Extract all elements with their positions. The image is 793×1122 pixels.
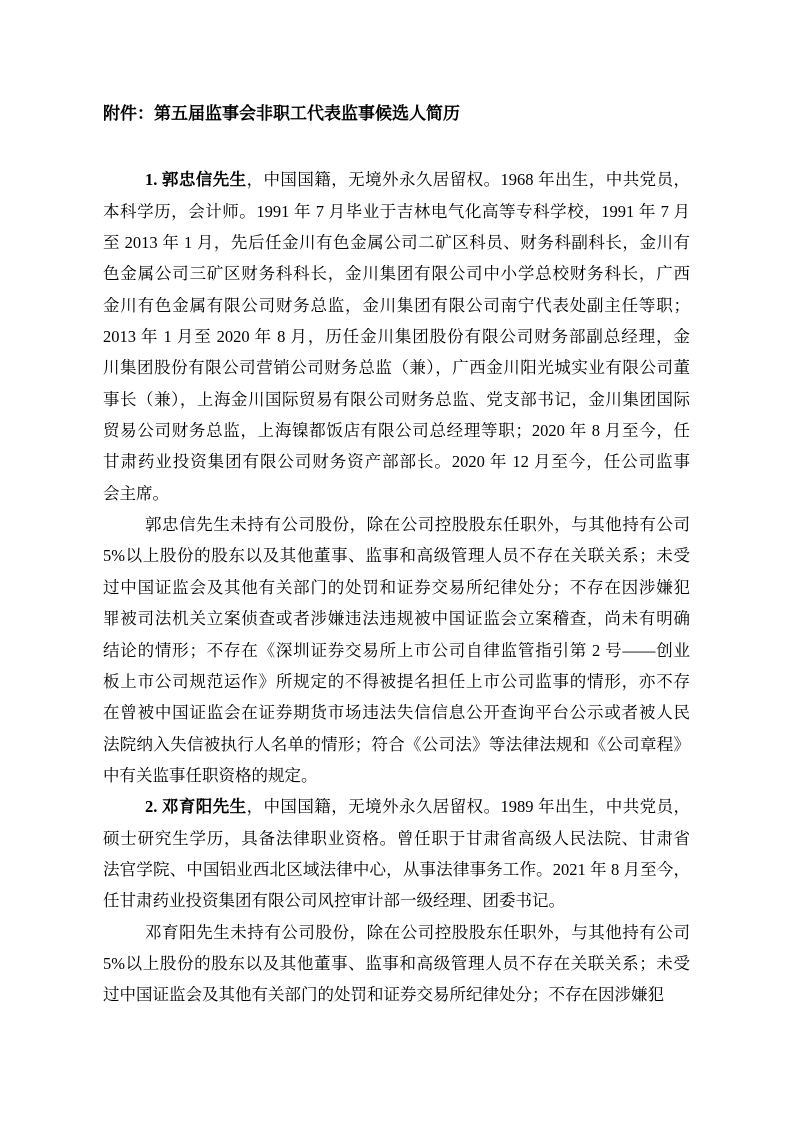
text-line-content: 郭忠信先生未持有公司股份，除在公司控股股东任职外，与其他持有公司 [145, 515, 690, 535]
text-line [103, 885, 690, 916]
person-name-lead: 2. 邓育阳先生 [145, 797, 247, 817]
text-line-content: ，中国国籍，无境外永久居留权。1968 年出生，中共党员， [246, 170, 690, 190]
text-line [103, 948, 690, 979]
text-line [103, 823, 690, 854]
text-line-content: 5%以上股份的股东以及其他董事、监事和高级管理人员不存在关联关系；未受 [103, 953, 690, 973]
text-line [103, 979, 690, 1010]
paragraph-deng-yuyang-compliance [103, 917, 690, 1011]
text-line [103, 854, 690, 885]
person-name-lead: 1. 郭忠信先生 [145, 170, 247, 190]
text-line [103, 384, 690, 415]
document-title: 附件：第五届监事会非职工代表监事候选人简历 [103, 104, 460, 123]
text-line [103, 164, 690, 195]
text-line [103, 290, 690, 321]
text-line [103, 196, 690, 227]
text-line [103, 603, 690, 634]
text-line [103, 227, 690, 258]
text-line [103, 572, 690, 603]
paragraph-guo-zhongxin-compliance [103, 509, 690, 791]
text-line-content: 邓育阳先生未持有公司股份，除在公司控股股东任职外，与其他持有公司 [145, 922, 690, 942]
text-line [103, 697, 690, 728]
text-line [103, 540, 690, 571]
text-line [103, 321, 690, 352]
text-line-content: 结论的情形；不存在《深圳证券交易所上市公司自律监管指引第 2 号——创业 [103, 640, 690, 660]
text-line-content: 5%以上股份的股东以及其他董事、监事和高级管理人员不存在关联关系；未受 [103, 546, 690, 566]
text-line [103, 729, 690, 760]
text-line-content: 色金属公司三矿区财务科科长，金川集团有限公司中小学总校财务科长，广西 [103, 264, 690, 284]
text-line-content: 法官学院、中国铝业西北区域法律中心，从事法律事务工作。2021 年 8 月至今， [103, 859, 690, 879]
text-line [103, 791, 690, 822]
text-line-content: 过中国证监会及其他有关部门的处罚和证券交易所纪律处分；不存在因涉嫌犯 [103, 985, 664, 1005]
text-line [103, 258, 690, 289]
text-line-content: 硕士研究生学历，具备法律职业资格。曾任职于甘肃省高级人民法院、甘肃省 [103, 828, 690, 848]
text-line-content: 甘肃药业投资集团有限公司财务资产部部长。2020 年 12 月至今，任公司监事 [103, 452, 690, 472]
text-line-content: 2013 年 1 月至 2020 年 8 月，历任金川集团股份有限公司财务部副总经理，金 [103, 327, 690, 347]
text-line-content: 罪被司法机关立案侦查或者涉嫌违法违规被中国证监会立案稽查，尚未有明确 [103, 609, 690, 629]
text-line [103, 415, 690, 446]
text-line [103, 446, 690, 477]
text-line-content: 事长（兼），上海金川国际贸易有限公司财务总监、党支部书记，金川集团国际 [103, 389, 690, 409]
text-line [103, 478, 690, 509]
text-line-content: 贸易公司财务总监，上海镍都饭店有限公司总经理等职；2020 年 8 月至今，任 [103, 421, 690, 441]
document-body [103, 164, 690, 1010]
text-line-content: 任甘肃药业投资集团有限公司风控审计部一级经理、团委书记。 [103, 891, 565, 911]
paragraph-guo-zhongxin-bio [103, 164, 690, 509]
text-line-content: 法院纳入失信被执行人名单的情形；符合《公司法》等法律法规和《公司章程》 [103, 734, 690, 754]
paragraph-deng-yuyang-bio [103, 791, 690, 916]
text-line [103, 917, 690, 948]
text-line-content: 过中国证监会及其他有关部门的处罚和证券交易所纪律处分；不存在因涉嫌犯 [103, 577, 690, 597]
text-line-content: 本科学历，会计师。1991 年 7 月毕业于吉林电气化高等专科学校，1991 年 7 月 [103, 201, 690, 221]
text-line-content: 板上市公司规范运作》所规定的不得被提名担任上市公司监事的情形，亦不存 [103, 671, 690, 691]
text-line [103, 635, 690, 666]
text-line-content: 金川有色金属有限公司财务总监，金川集团有限公司南宁代表处副主任等职； [103, 295, 690, 315]
text-line [103, 760, 690, 791]
text-line [103, 509, 690, 540]
text-line [103, 666, 690, 697]
text-line-content: 中有关监事任职资格的规定。 [103, 765, 318, 785]
text-line-content: ，中国国籍，无境外永久居留权。1989 年出生，中共党员， [246, 797, 690, 817]
text-line-content: 川集团股份有限公司营销公司财务总监（兼），广西金川阳光城实业有限公司董 [103, 358, 690, 378]
text-line-content: 会主席。 [103, 483, 169, 503]
text-line [103, 352, 690, 383]
text-line-content: 在曾被中国证监会在证券期货市场违法失信信息公开查询平台公示或者被人民 [103, 703, 690, 723]
text-line-content: 至 2013 年 1 月，先后任金川有色金属公司二矿区科员、财务科副科长，金川有 [103, 233, 690, 253]
